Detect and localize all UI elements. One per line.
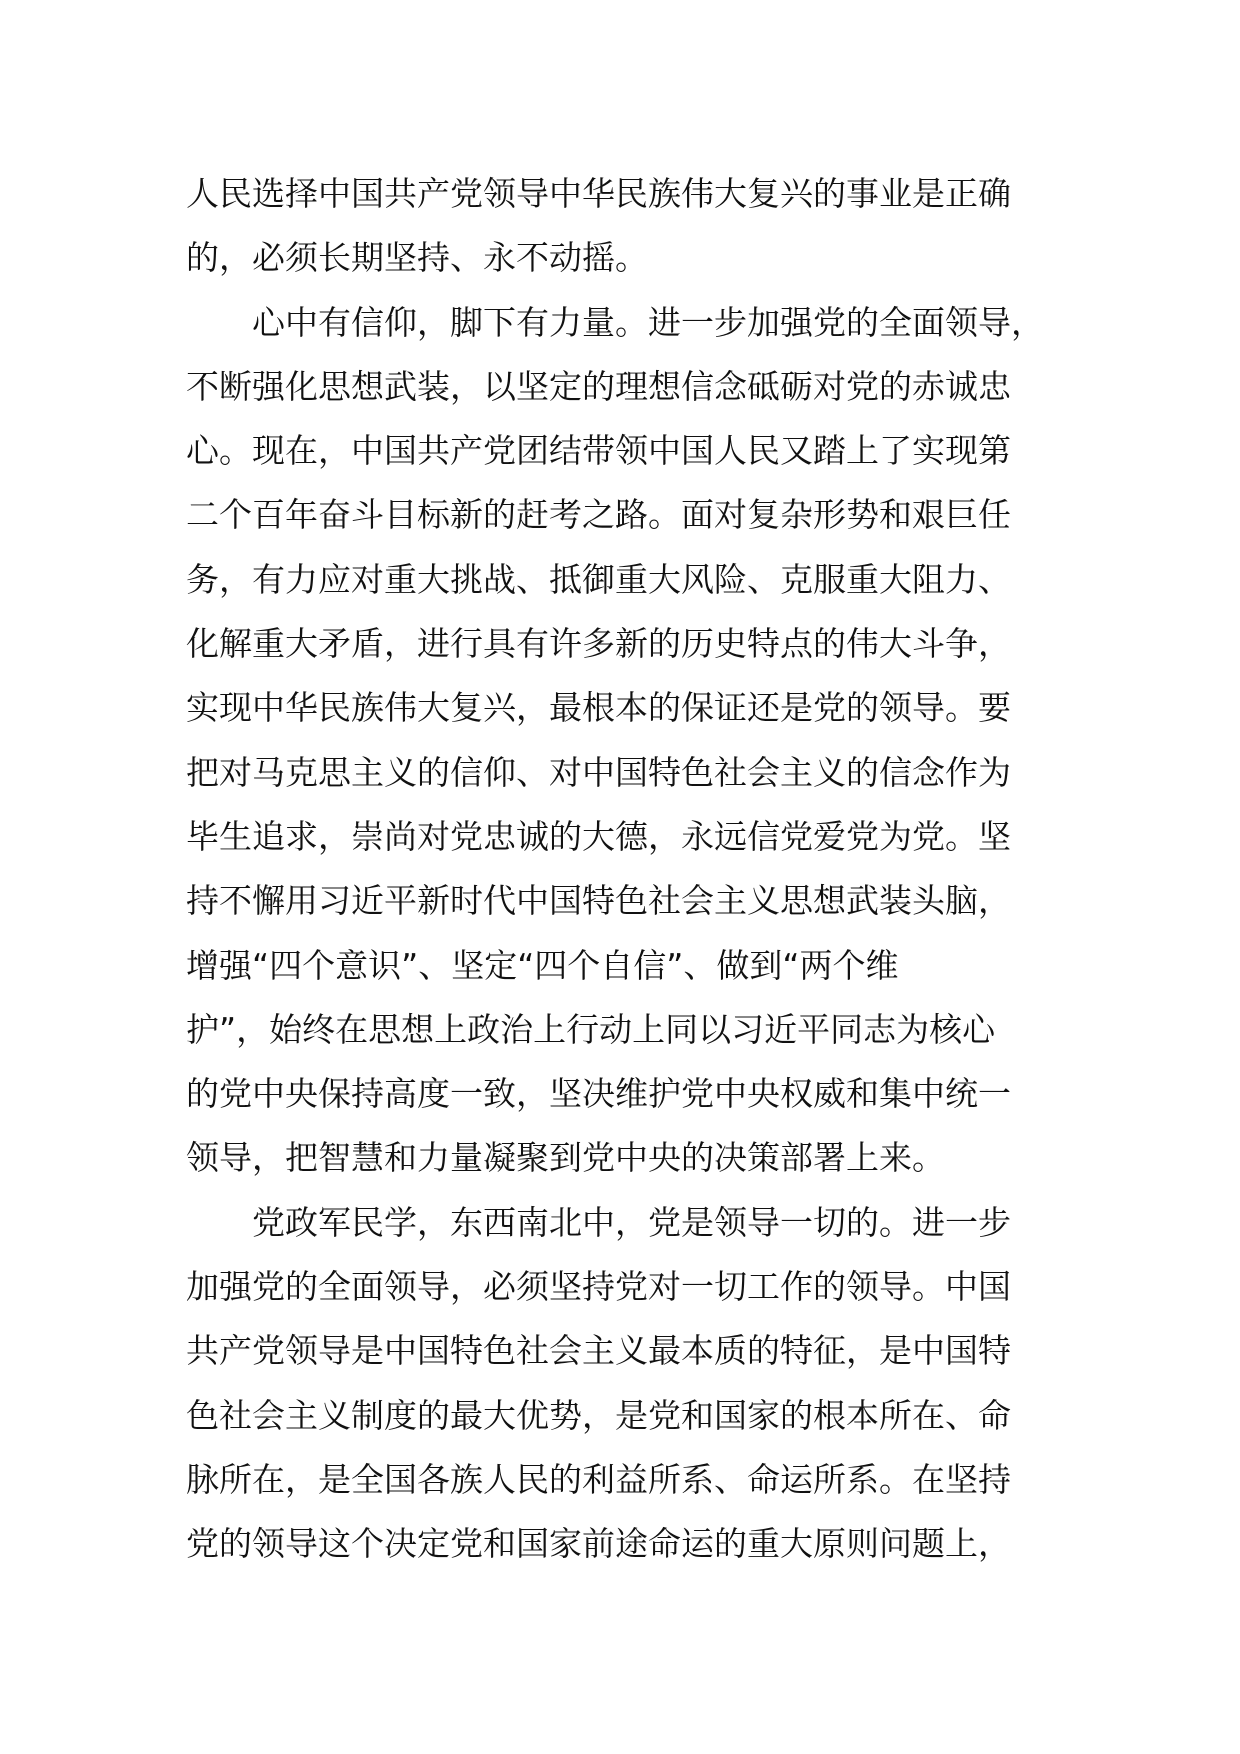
text-line: 把对马克思主义的信仰、对中国特色社会主义的信念作为: [186, 752, 1011, 792]
text-line: 实现中华民族伟大复兴，最根本的保证还是党的领导。要: [186, 688, 1011, 728]
paragraph-start-line: 心中有信仰，脚下有力量。进一步加强党的全面领导，: [252, 302, 1044, 342]
text-line: 的，必须长期坚持、永不动摇。: [186, 238, 648, 278]
text-line: 领导，把智慧和力量凝聚到党中央的决策部署上来。: [186, 1138, 945, 1178]
text-line: 加强党的全面领导，必须坚持党对一切工作的领导。中国: [186, 1267, 1011, 1307]
document-body: [186, 162, 1066, 1577]
text-line: 增强“四个意识”、坚定“四个自信”、做到“两个维: [186, 945, 899, 985]
text-line: 化解重大矛盾，进行具有许多新的历史特点的伟大斗争，: [186, 624, 1011, 664]
text-line: 护”，始终在思想上政治上行动上同以习近平同志为核心: [186, 1009, 996, 1049]
text-line: 人民选择中国共产党领导中华民族伟大复兴的事业是正确: [186, 174, 1011, 213]
paragraph-start-line: 党政军民学，东西南北中，党是领导一切的。进一步: [252, 1202, 1011, 1242]
text-line: 二个百年奋斗目标新的赶考之路。面对复杂形势和艰巨任: [186, 495, 1011, 535]
text-line: 持不懈用习近平新时代中国特色社会主义思想武装头脑，: [186, 881, 1011, 921]
text-line: 不断强化思想武装，以坚定的理想信念砥砺对党的赤诚忠: [186, 366, 1011, 406]
text-line: 心。现在，中国共产党团结带领中国人民又踏上了实现第: [186, 431, 1011, 471]
text-line: 色社会主义制度的最大优势，是党和国家的根本所在、命: [186, 1395, 1011, 1435]
text-line: 党的领导这个决定党和国家前途命运的重大原则问题上，: [186, 1524, 1011, 1564]
text-line: 脉所在，是全国各族人民的利益所系、命运所系。在坚持: [186, 1459, 1011, 1499]
text-line: 的党中央保持高度一致，坚决维护党中央权威和集中统一: [186, 1074, 1011, 1114]
text-line: 共产党领导是中国特色社会主义最本质的特征，是中国特: [186, 1331, 1011, 1371]
text-line: 务，有力应对重大挑战、抵御重大风险、克服重大阻力、: [186, 559, 1011, 599]
text-line: 毕生追求，崇尚对党忠诚的大德，永远信党爱党为党。坚: [186, 816, 1011, 856]
